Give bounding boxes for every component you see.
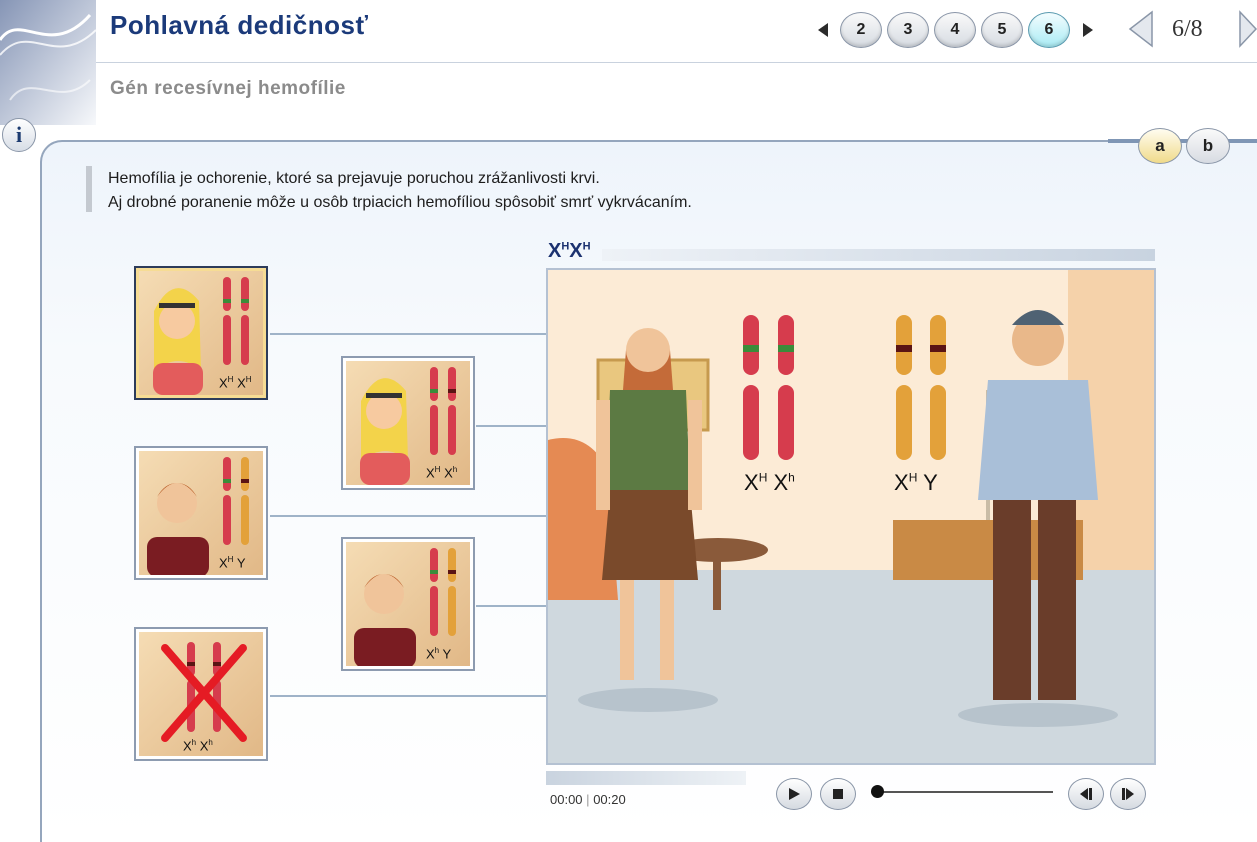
- page-button-2[interactable]: 2: [840, 12, 882, 48]
- thumbnail-boy-xh-y[interactable]: $X^H$ Y: [134, 446, 268, 580]
- tab-b-button[interactable]: b: [1186, 128, 1230, 164]
- video-title-bar: [602, 249, 1155, 261]
- intro-line-1: Hemofília je ochorenie, ktoré sa prejavuje poruchou zrážanlivosti krvi.: [108, 170, 600, 187]
- playback-progress-bar[interactable]: [546, 771, 746, 785]
- page-button-3[interactable]: 3: [887, 12, 929, 48]
- man-genotype-label: $X^H$ Y: [894, 470, 938, 495]
- video-genotype-title: $X^HX^H$: [548, 240, 591, 262]
- video-area[interactable]: [546, 268, 1156, 765]
- step-back-button[interactable]: [1068, 778, 1104, 810]
- tab-divider: [1108, 139, 1257, 143]
- thumbnail-crossed-xh-xh[interactable]: $X^h$ $X^h$: [134, 627, 268, 761]
- info-button[interactable]: i: [2, 118, 36, 152]
- thumbnail-boy-xh-y-hemophilia[interactable]: $X^h$ Y: [341, 537, 475, 671]
- prev-pages-arrow-icon[interactable]: [818, 23, 828, 37]
- previous-page-button[interactable]: [1126, 10, 1156, 48]
- connector-line: [270, 515, 546, 517]
- boy-portrait-icon: [346, 542, 470, 666]
- playback-time: 00:00 | 00:20: [550, 792, 626, 807]
- connector-line: [476, 605, 546, 607]
- play-button[interactable]: [776, 778, 812, 810]
- page-subtitle: Gén recesívnej hemofílie: [110, 78, 346, 99]
- next-page-button[interactable]: [1238, 10, 1257, 48]
- stop-button[interactable]: [820, 778, 856, 810]
- connector-line: [270, 333, 546, 335]
- chevron-left-icon: [1126, 10, 1156, 48]
- step-forward-button[interactable]: [1110, 778, 1146, 810]
- logo-image: [0, 0, 96, 125]
- family-scene-illustration: [548, 270, 1154, 763]
- header-divider: [96, 62, 1257, 63]
- quote-bar: [86, 166, 92, 212]
- chevron-right-icon: [1238, 10, 1257, 48]
- intro-line-2: Aj drobné poranenie môže u osôb trpiacich hemofíliou spôsobiť smrť vykrvácaním.: [108, 194, 692, 211]
- page-counter: 6/8: [1172, 16, 1203, 42]
- volume-slider-track[interactable]: [878, 791, 1053, 793]
- page-button-5[interactable]: 5: [981, 12, 1023, 48]
- tab-a-button[interactable]: a: [1138, 128, 1182, 164]
- thumbnail-girl-xh-xh-carrier[interactable]: $X^H$ $X^h$: [341, 356, 475, 490]
- connector-line: [270, 695, 546, 697]
- page-button-6[interactable]: 6: [1028, 12, 1070, 48]
- play-icon: [787, 787, 801, 801]
- page-title: Pohlavná dedičnosť: [110, 10, 369, 40]
- thumbnail-girl-xh-xh[interactable]: $X^H$ $X^H$: [134, 266, 268, 400]
- step-forward-icon: [1120, 787, 1136, 801]
- connector-line: [476, 425, 546, 427]
- stop-icon: [832, 788, 844, 800]
- woman-genotype-label: $X^H$ $X^h$: [744, 470, 795, 495]
- page-button-4[interactable]: 4: [934, 12, 976, 48]
- volume-slider-knob[interactable]: [871, 785, 884, 798]
- next-pages-arrow-icon[interactable]: [1083, 23, 1093, 37]
- step-back-icon: [1078, 787, 1094, 801]
